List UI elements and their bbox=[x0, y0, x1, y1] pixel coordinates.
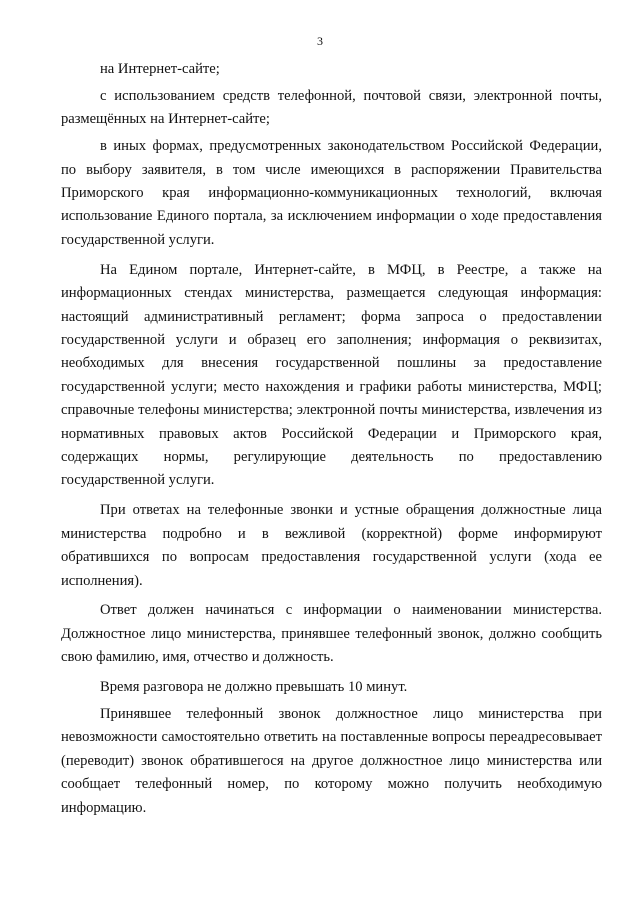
paragraph-communication-means: с использованием средств телефонной, почтовой связи, электронной почты, размещённых на Интернет-сайте; bbox=[61, 87, 602, 128]
page-number: 3 bbox=[317, 34, 323, 48]
paragraph-information-placement: На Едином портале, Интернет-сайте, в МФЦ, в Реестре, а также на информационных стендах министерства, размещается следующая информация: настоящий административный регламент; форма запроса о предоставлении государственной услуги и образец его заполнения; информация о реквизитах, необходимых для внесения государственной пошлины за предоставление государственной услуги; место нахождения и графики работы министерства, МФЦ; справочные телефоны министерства; электронной почты министерства, извлечения из нормативных правовых актов Российской Федерации и Приморского края, содержащих нормы, регулирующие деятельность по предоставлению государственной услуги. bbox=[61, 261, 602, 489]
paragraph-call-redirect: Принявшее телефонный звонок должностное лицо министерства при невозможности самостоятельно ответить на поставленные вопросы переадресовывает (переводит) звонок обратившегося на другое должностное лицо министерства или сообщает телефонный номер, по которому можно получить необходимую информацию. bbox=[61, 706, 602, 816]
paragraph-on-website: на Интернет-сайте; bbox=[100, 61, 220, 77]
paragraph-phone-responses: При ответах на телефонные звонки и устные обращения должностные лица министерства подробно и в вежливой (корректной) форме информируют обратившихся по вопросам предоставления государственной услуги (хода ее исполнения). bbox=[61, 502, 602, 589]
paragraph-call-duration: Время разговора не должно превышать 10 минут. bbox=[100, 679, 408, 696]
document-body bbox=[61, 58, 602, 827]
paragraph-answer-start: Ответ должен начинаться с информации о наименовании министерства. Должностное лицо министерства, принявшее телефонный звонок, должно сообщить свою фамилию, имя, отчество и должность. bbox=[61, 602, 602, 666]
paragraph-other-forms: в иных формах, предусмотренных законодательством Российской Федерации, по выбору заявителя, в том числе имеющихся в распоряжении Правительства Приморского края информационно-коммуникационных технологий, включая использование Единого портала, за исключением информации о ходе предоставления государственной услуги. bbox=[61, 138, 602, 248]
